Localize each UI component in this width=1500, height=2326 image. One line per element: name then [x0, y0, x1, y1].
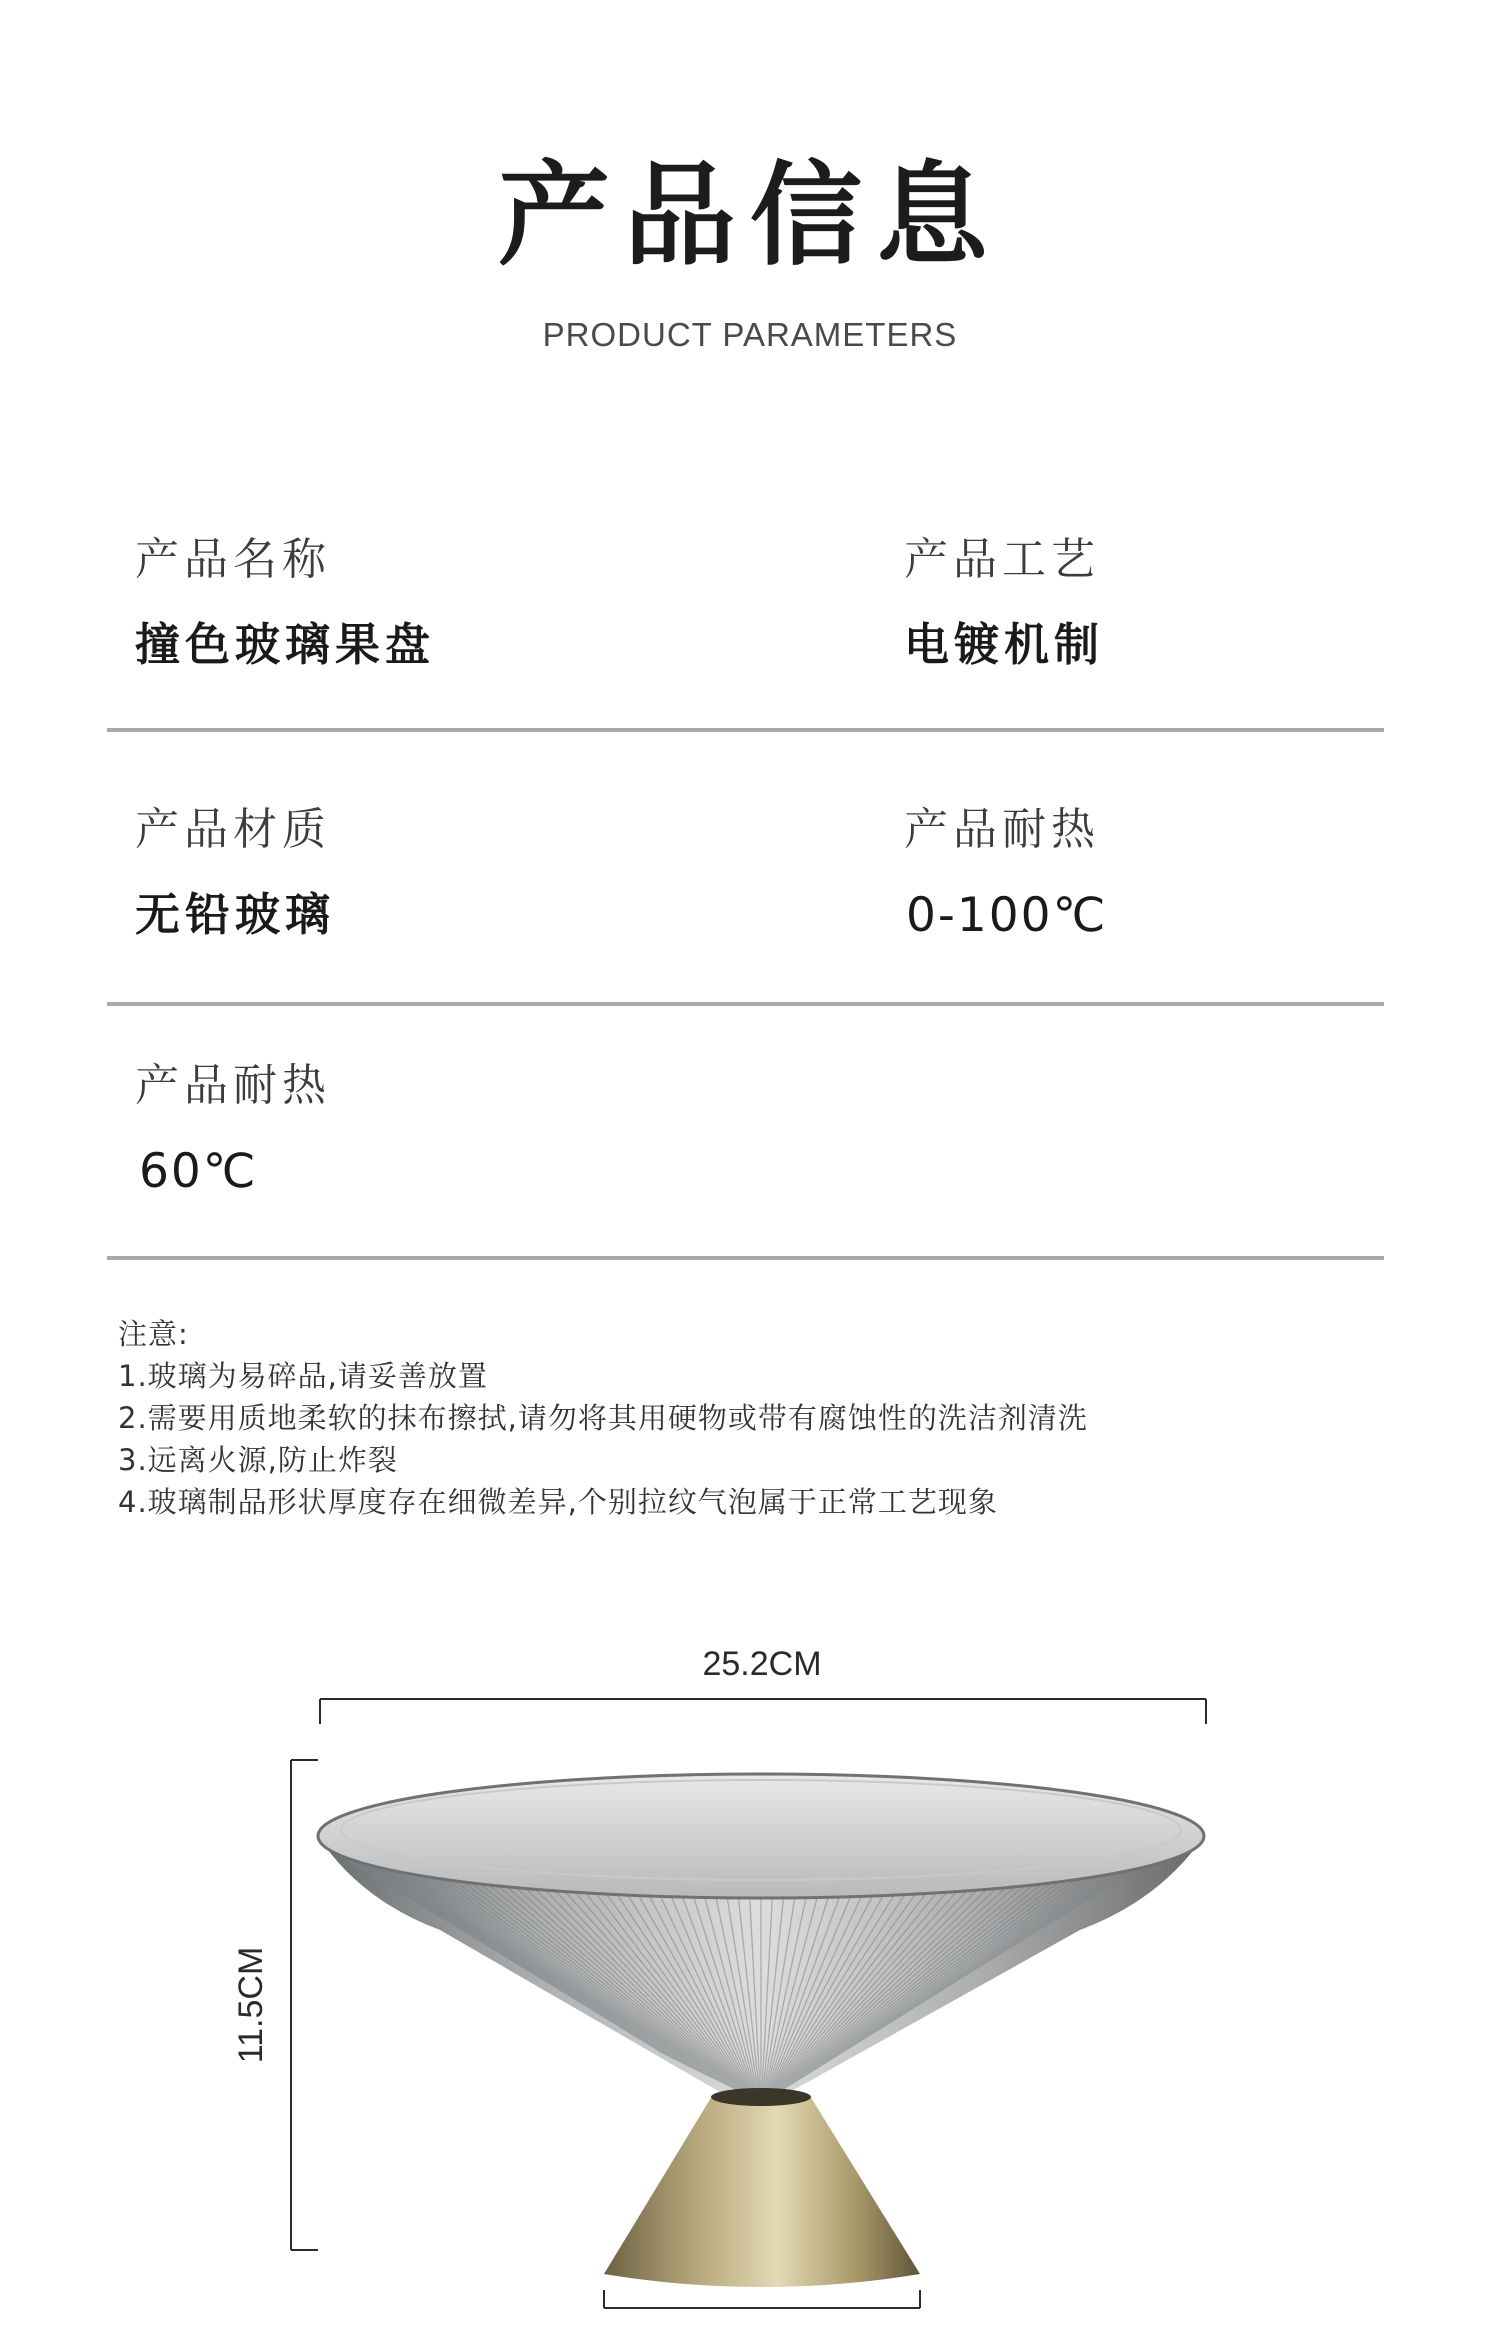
param-value-craft: 电镀机制	[904, 618, 1105, 671]
gold-base	[604, 2096, 920, 2287]
note-item: 4.玻璃制品形状厚度存在细微差异,个别拉纹气泡属于正常工艺现象	[118, 1485, 998, 1519]
notes-heading: 注意:	[118, 1317, 189, 1351]
note-item: 2.需要用质地柔软的抹布擦拭,请勿将其用硬物或带有腐蚀性的洗洁剂清洗	[118, 1401, 1088, 1435]
note-item: 3.远离火源,防止炸裂	[118, 1443, 398, 1477]
param-label-craft: 产品工艺	[904, 534, 1100, 585]
param-value-heat: 0-100℃	[906, 888, 1108, 943]
product-illustration	[0, 1600, 1500, 2322]
width-dimension-label: 25.2CM	[702, 1645, 822, 1683]
height-dimension-label: 11.5CM	[232, 1946, 270, 2064]
param-label-heat-2: 产品耐热	[135, 1060, 331, 1111]
page-subtitle: PRODUCT PARAMETERS	[542, 316, 958, 353]
param-label-name: 产品名称	[135, 534, 331, 585]
param-label-material: 产品材质	[135, 804, 331, 855]
product-dimension-figure	[0, 1600, 1500, 2322]
param-label-heat: 产品耐热	[904, 804, 1100, 855]
divider	[107, 728, 1384, 732]
notes-section	[118, 1313, 1088, 1523]
note-item: 1.玻璃为易碎品,请妥善放置	[118, 1359, 488, 1393]
divider	[107, 1256, 1384, 1260]
param-value-material: 无铅玻璃	[135, 888, 336, 941]
divider	[107, 1002, 1384, 1006]
page-title: 产品信息	[498, 151, 1002, 281]
param-value-heat-2: 60℃	[139, 1144, 258, 1199]
param-value-name: 撞色玻璃果盘	[135, 618, 436, 671]
